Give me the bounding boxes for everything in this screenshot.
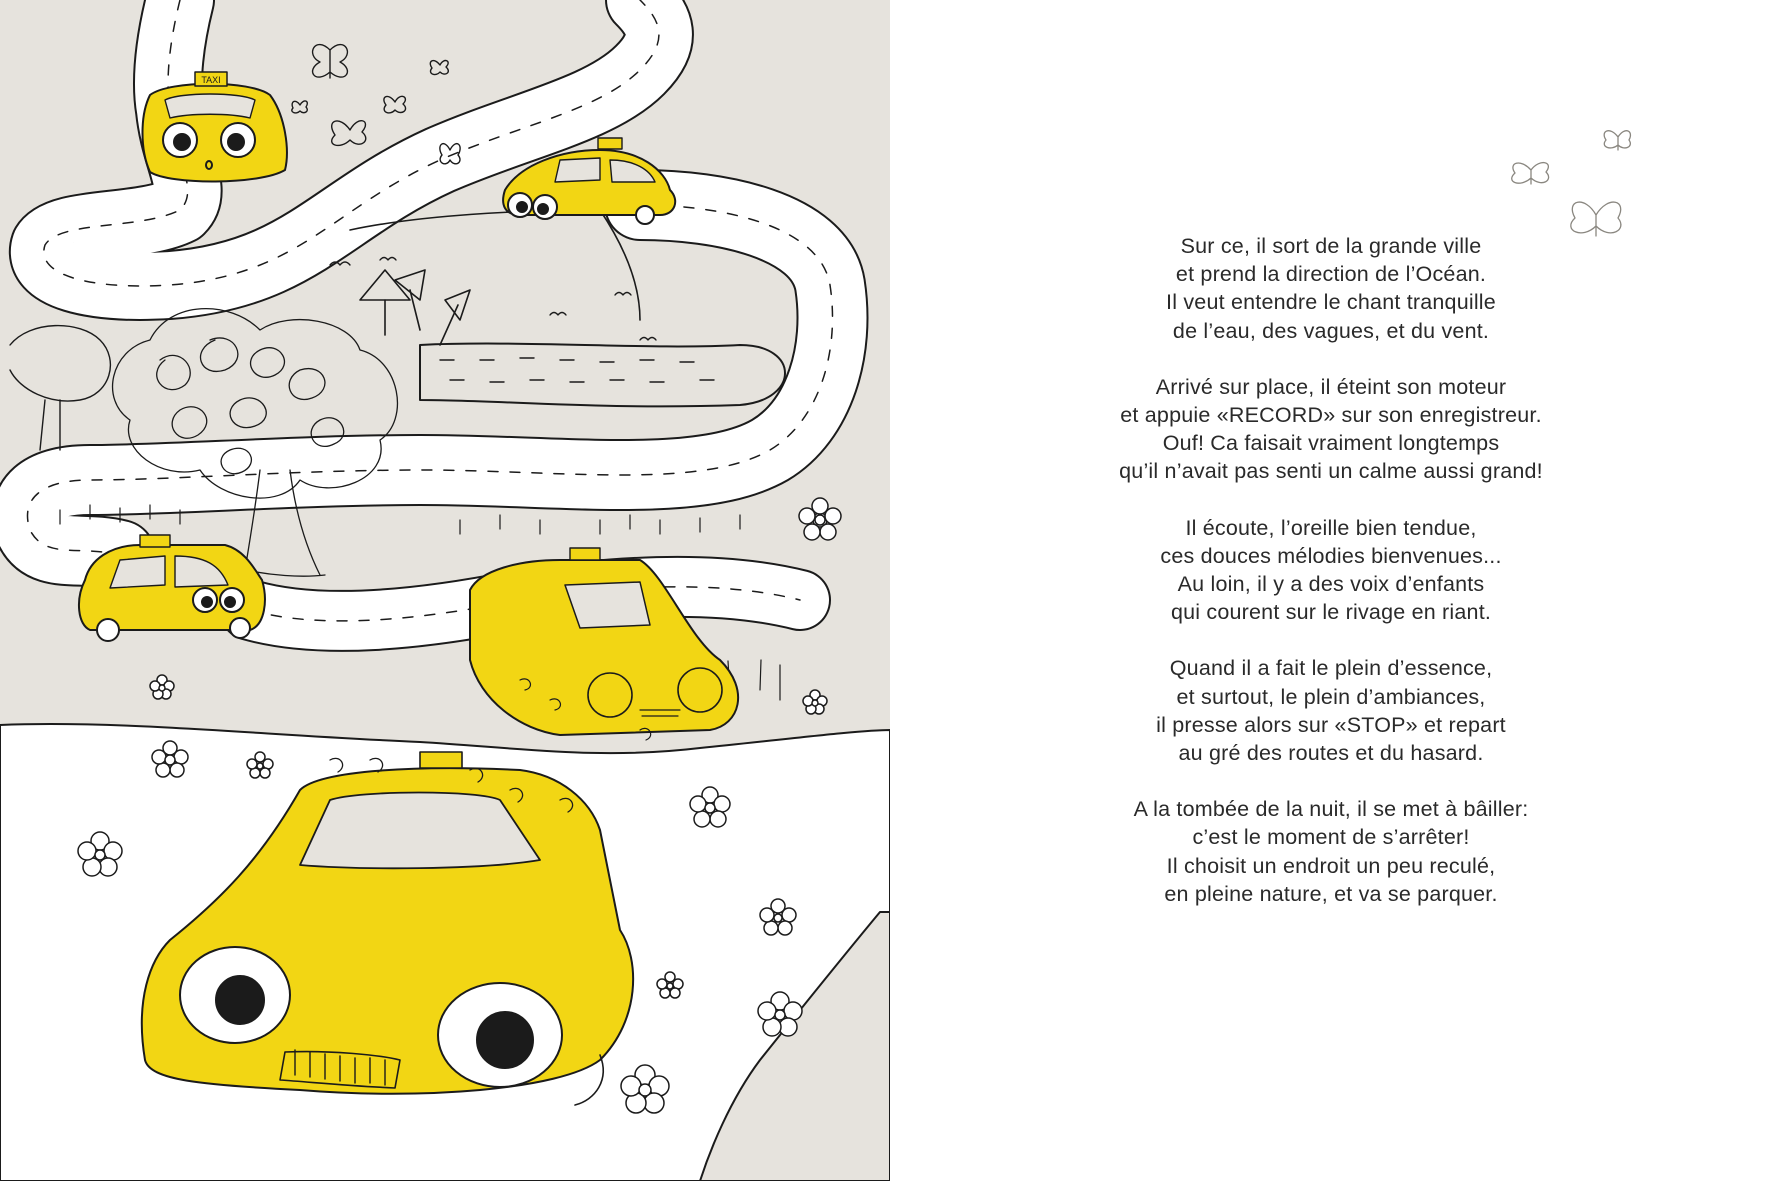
- poem-line: Au loin, il y a des voix d’enfants: [1177, 572, 1485, 597]
- poem-line: qu’il n’avait pas senti un calme aussi grand!: [1119, 459, 1543, 484]
- taxi-sign: TAXI: [201, 75, 221, 85]
- text-page: [890, 0, 1772, 1181]
- poem-line: il presse alors sur «STOP» et repart: [1156, 712, 1506, 737]
- poem-line: Ouf! Ca faisait vraiment longtemps: [1162, 431, 1500, 456]
- stanza: [890, 654, 1772, 767]
- butterfly-icon: [1604, 131, 1630, 150]
- poem-line: et prend la direction de l’Océan.: [1175, 262, 1487, 287]
- poem-line: Il choisit un endroit un peu reculé,: [1166, 853, 1496, 878]
- poem-line: en pleine nature, et va se parquer.: [1164, 881, 1498, 906]
- poem-line: et appuie «RECORD» sur son enregistreur.: [1120, 403, 1542, 428]
- poem-line: ces douces mélodies bienvenues...: [1160, 543, 1502, 568]
- stanza: [890, 373, 1772, 486]
- poem-line: de l’eau, des vagues, et du vent.: [1172, 318, 1490, 343]
- poem-line: Arrivé sur place, il éteint son moteur: [1155, 374, 1507, 399]
- poem-line: Sur ce, il sort de la grande ville: [1180, 234, 1482, 258]
- butterfly-icon: [1512, 163, 1549, 184]
- poem-line: Il écoute, l’oreille bien tendue,: [1185, 515, 1477, 540]
- stanza: [890, 232, 1772, 345]
- poem-line: Il veut entendre le chant tranquille: [1166, 290, 1496, 315]
- poem-line: Quand il a fait le plein d’essence,: [1169, 656, 1493, 681]
- poem-text: [890, 232, 1772, 936]
- sea: [420, 344, 785, 407]
- poem-line: c’est le moment de s’arrêter!: [1192, 825, 1470, 850]
- poem-line: au gré des routes et du hasard.: [1178, 741, 1484, 766]
- poem-line: qui courent sur le rivage en riant.: [1170, 600, 1492, 625]
- poem-line: A la tombée de la nuit, il se met à bâiller:: [1133, 797, 1529, 822]
- poem-line: et surtout, le plein d’ambiances,: [1176, 684, 1486, 709]
- stanza: [890, 795, 1772, 908]
- butterfly-doodles: [890, 0, 1772, 260]
- stanza: [890, 514, 1772, 627]
- butterfly-icon: [1571, 202, 1621, 236]
